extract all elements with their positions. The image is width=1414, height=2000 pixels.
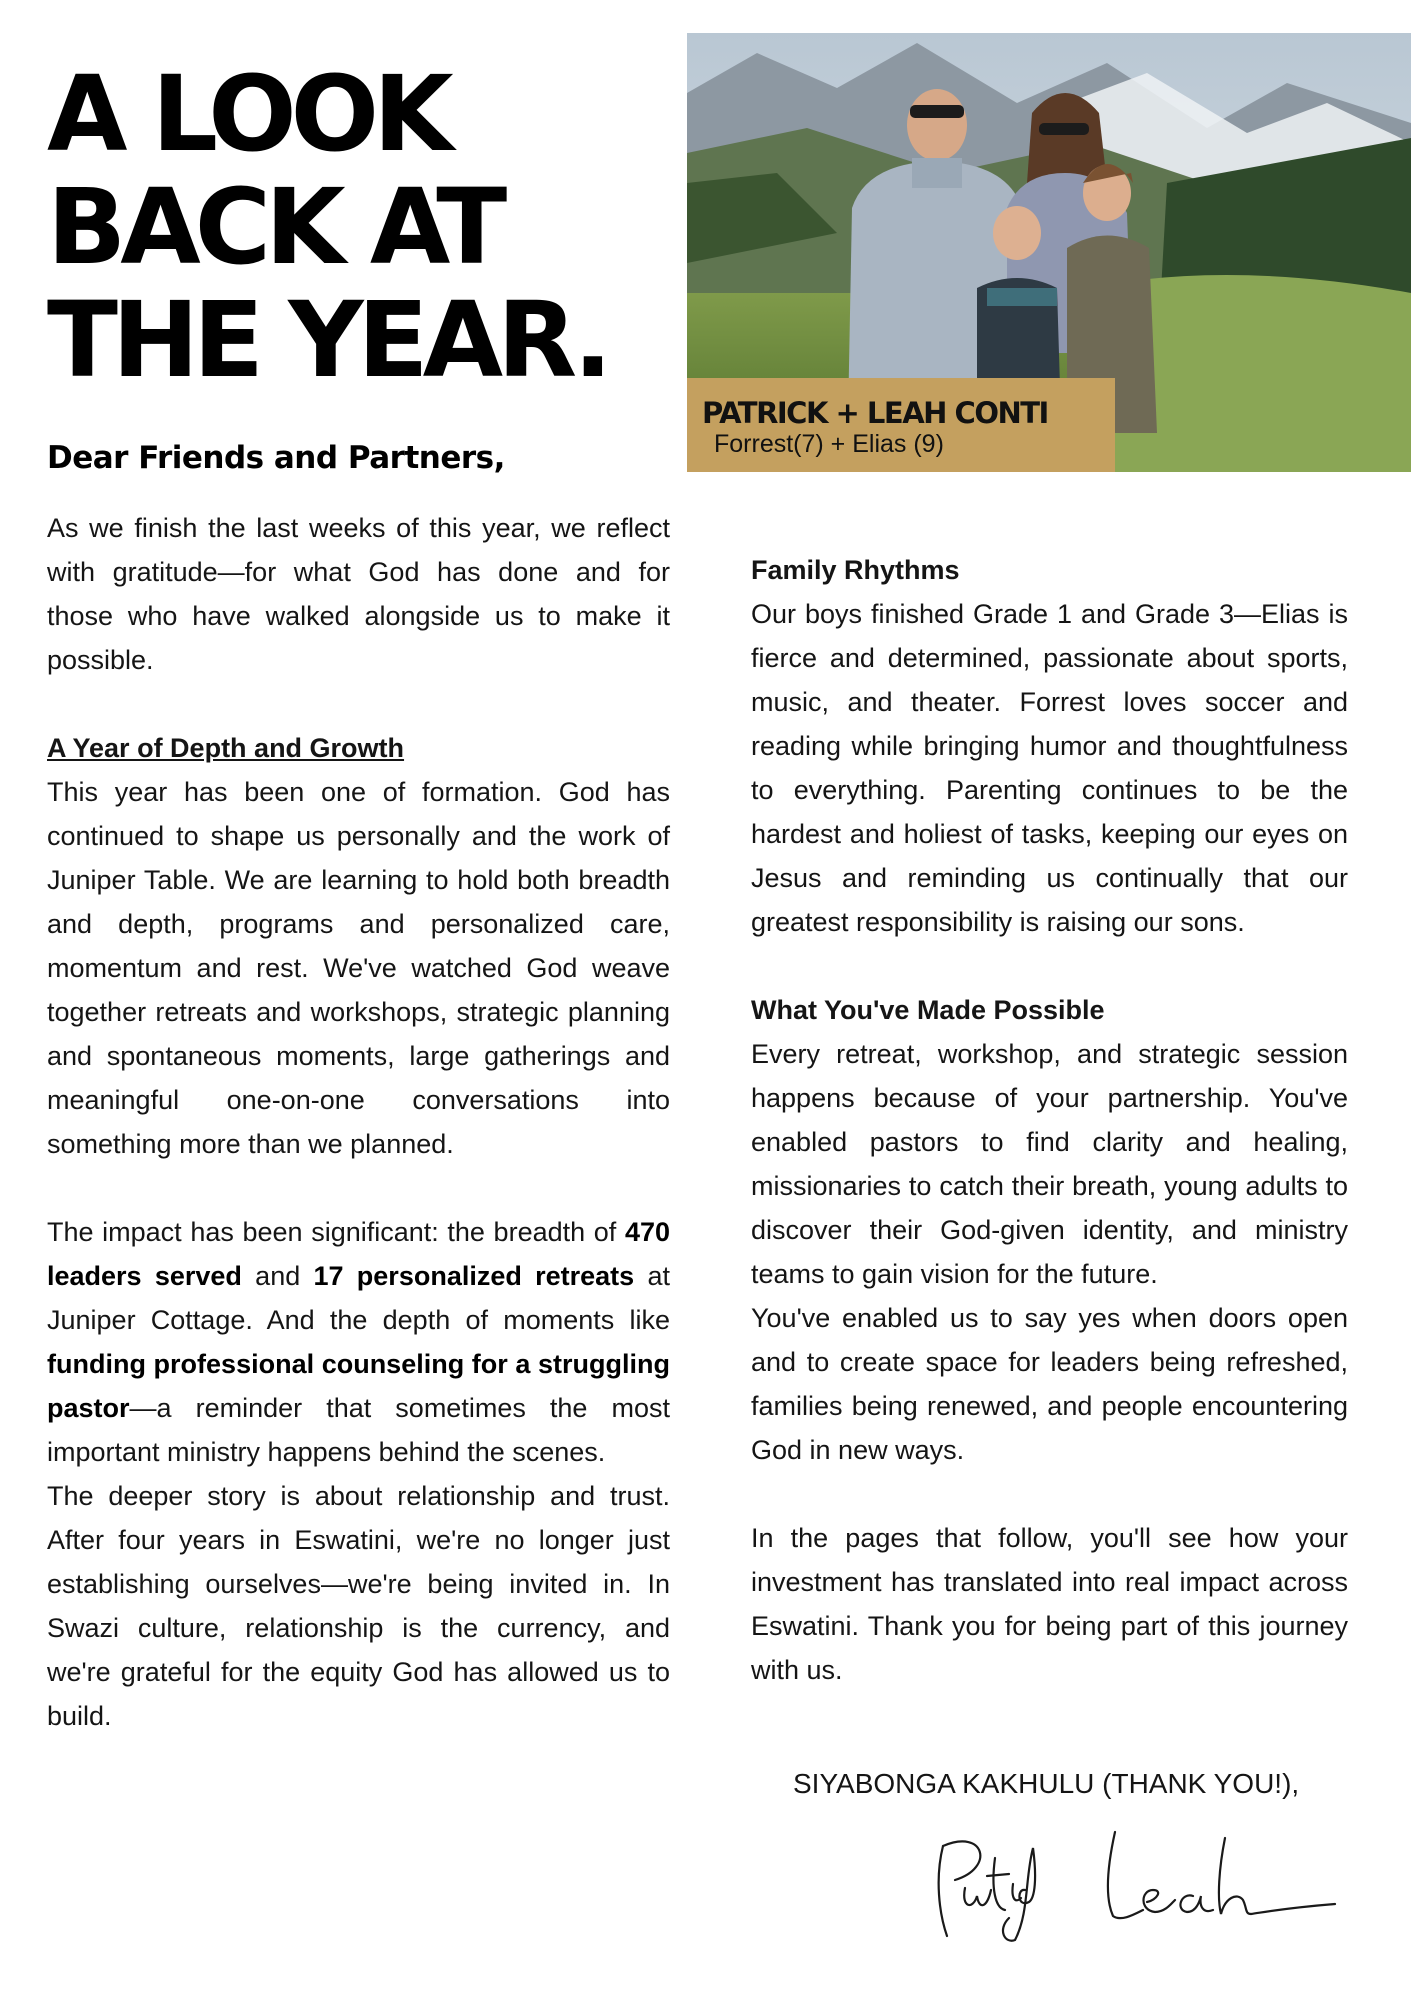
section-heading-depth-growth: A Year of Depth and Growth [47,733,405,763]
family-photo [687,33,1411,472]
intro-paragraph: As we finish the last weeks of this year, we reflect with gratitude—for what God has done and for those who have walked alongside us to make it possible. [47,513,670,675]
title-line-1: A LOOK [47,53,448,175]
formation-paragraph: This year has been one of formation. God has continued to shape us personally and the work of Juniper Table. We are learning to hold both breadth and depth, programs and personalized care, momentum and rest. We've watched God weave together retreats and workshops, strategic planning and spontaneous moments, large gatherings and meaningful one-on-one conversations into something more than we planned. [47,777,670,1159]
section-heading-family: Family Rhythms [751,555,960,585]
impact-stat-retreats: 17 personalized retreats [313,1261,635,1291]
impact-text-2: and [241,1261,314,1291]
relationship-paragraph: The deeper story is about relationship and trust. After four years in Eswatini, we're no longer just establishing ourselves—we're being invited in. In Swazi culture, relationship is the currency, and we're grateful for the equity God has allowed us to build. [47,1481,670,1731]
doors-paragraph: You've enabled us to say yes when doors open and to create space for leaders being refreshed, families being renewed, and people encountering God in new ways. [751,1303,1348,1465]
impact-text-3: at Juniper Cottage. And the depth of moments like [47,1261,670,1335]
impact-text-4: —a reminder that sometimes the most important ministry happens behind the scenes. [47,1393,670,1467]
signature-leah [1108,1832,1335,1918]
closing-thanks: SIYABONGA KAKHULU (THANK YOU!), [793,1768,1300,1799]
signature-patrick [939,1841,1035,1940]
title-line-3: THE YEAR. [47,279,607,401]
section-heading-possible: What You've Made Possible [751,995,1105,1025]
greeting: Dear Friends and Partners, [47,440,505,476]
caption-kids: Forrest(7) + Elias (9) [714,430,944,458]
closing-paragraph: In the pages that follow, you'll see how your investment has translated into real impact across Eswatini. Thank you for being part of this journey with us. [751,1523,1348,1685]
handwritten-signatures [925,1818,1345,1948]
partnership-paragraph: Every retreat, workshop, and strategic session happens because of your partnership. You've enabled pastors to find clarity and healing, missionaries to catch their breath, young adults to discover their God-given identity, and ministry teams to gain vision for the future. [751,1039,1348,1289]
impact-text-1: The impact has been significant: the breadth of [47,1217,625,1247]
caption-names: PATRICK + LEAH CONTI [702,396,1048,430]
family-paragraph: Our boys finished Grade 1 and Grade 3—Elias is fierce and determined, passionate about sports, music, and theater. Forrest loves soccer and reading while bringing humor and thoughtfulness to everything. Parenting continues to be the hardest and holiest of tasks, keeping our eyes on Jesus and reminding us continually that our greatest responsibility is raising our sons. [751,599,1348,937]
impact-paragraph [47,1210,670,1474]
impact-counseling-highlight: funding professional counseling for a struggling pastor [47,1349,670,1423]
photo-caption [687,378,1115,472]
title-line-2: BACK AT [47,166,502,288]
left-column [47,506,670,1738]
page-title [47,53,607,401]
right-column [751,548,1348,1692]
impact-stat-leaders: 470 leaders served [47,1217,670,1291]
